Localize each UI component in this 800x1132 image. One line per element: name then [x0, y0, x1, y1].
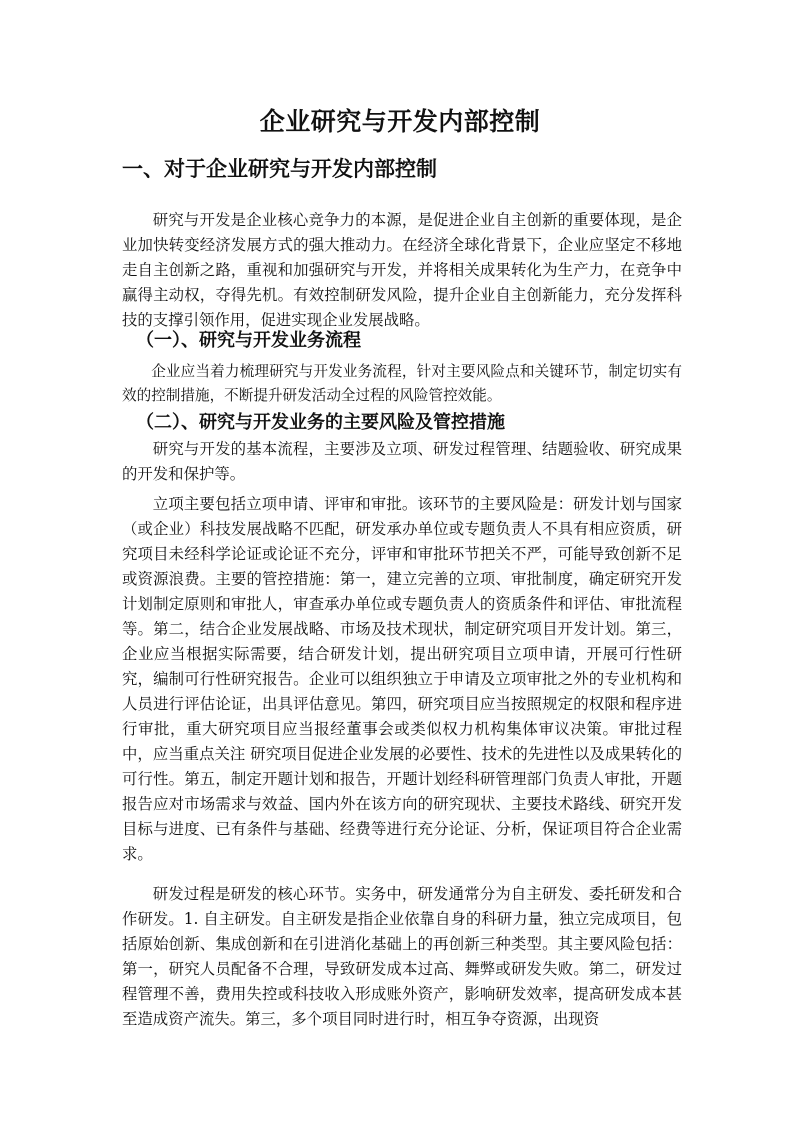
- subsection-heading-1: （一）、研究与开发业务流程: [136, 330, 361, 351]
- subsection-heading-2: （二）、研究与开发业务的主要风险及管控措施: [136, 412, 505, 433]
- basic-flow-paragraph: 研究与开发的基本流程，主要涉及立项、研发过程管理、结题验收、研究成果的开发和保护等。: [122, 440, 682, 483]
- subsection1-paragraph: 企业应当着力梳理研究与开发业务流程，针对主要风险点和关键环节，制定切实有效的控制措施，不断提升研发活动全过程的风险管控效能。: [122, 363, 682, 404]
- document-title: 企业研究与开发内部控制: [259, 107, 541, 136]
- project-approval-paragraph: 立项主要包括立项申请、评审和审批。该环节的主要风险是：研发计划与国家（或企业）科技发展战略不匹配，研发承办单位或专题负责人不具有相应资质，研究项目未经科学论证或论证不充分，评审和审批环节把关不严，可能导致创新不足或资源浪费。主要的管控措施：第一，建立完善的立项、审批制度，确定研究开发计划制定原则和审批人，审查承办单位或专题负责人的资质条件和评估、审批流程等。第二，结合企业发展战略、市场及技术现状，制定研究项目开发计划。第三，企业应当根据实际需要，结合研发计划，提出研究项目立项申请，开展可行性研究，编制可行性研究报告。企业可以组织独立于申请及立项审批之外的专业机构和人员进行评估论证，出具评估意见。第四，研究项目应当按照规定的权限和程序进行审批，重大研究项目应当报经董事会或类似权力机构集体审议决策。审批过程中，应当重点关注 研究项目促进企业发展的必要性、技术的先进性以及成果转化的可行性。第五，制定开题计划和报告，开题计划经科研管理部门负责人审批，开题报告应对市场需求与效益、国内外在该方向的研究现状、主要技术路线、研究开发目标与进度、已有条件与基础、经费等进行充分论证、分析，保证项目符合企业需求。: [122, 495, 682, 863]
- research-process-paragraph: 研发过程是研发的核心环节。实务中，研发通常分为自主研发、委托研发和合作研发。1. 自主研发。自主研发是指企业依靠自身的科研力量，独立完成项目，包括原始创新、集成创新和在引进消化基础上的再创新三种类型。其主要风险包括：第一，研究人员配备不合理，导致研发成本过高、舞弊或研发失败。第二，研发过程管理不善，费用失控或科技收入形成账外资产，影响研发效率，提高研发成本甚至造成资产流失。第三，多个项目同时进行时，相互争夺资源，出现资: [122, 885, 682, 1028]
- intro-paragraph: 研究与开发是企业核心竞争力的本源，是促进企业自主创新的重要体现，是企业加快转变经济发展方式的强大推动力。在经济全球化背景下，企业应坚定不移地走自主创新之路，重视和加强研究与开发，并将相关成果转化为生产力，在竞争中赢得主动权，夺得先机。有效控制研发风险，提升企业自主创新能力，充分发挥科技的支撑引领作用，促进实现企业发展战略。: [122, 211, 682, 329]
- section-heading: 一、对于企业研究与开发内部控制: [122, 156, 437, 181]
